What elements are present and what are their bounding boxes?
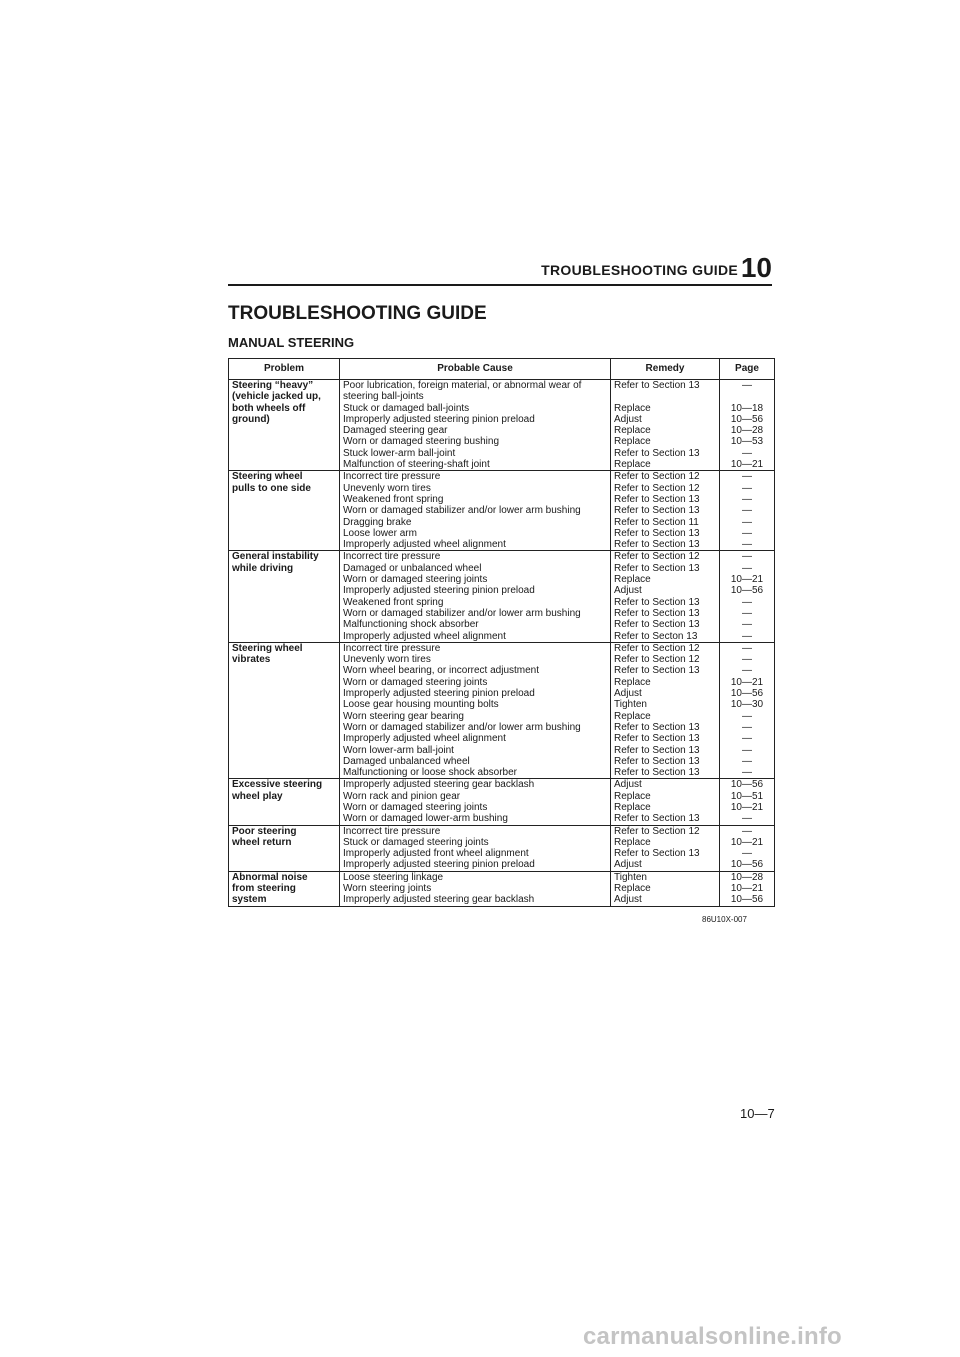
problem-line: Steering wheel <box>232 642 303 654</box>
cause-line: Improperly adjusted steering pinion preload <box>343 585 535 597</box>
remedy-line: Refer to Section 13 <box>614 619 700 631</box>
cause-line: Damaged or unbalanced wheel <box>343 562 482 574</box>
page-ref-line: — <box>742 493 752 505</box>
problem-cell <box>229 779 340 825</box>
remedy-line: Refer to Section 13 <box>614 767 700 779</box>
page-ref-line: — <box>742 813 752 825</box>
remedy-line: Refer to Section 13 <box>614 596 700 608</box>
problem-cell <box>229 871 340 906</box>
remedy-line: Replace <box>614 436 651 448</box>
cause-line: Loose gear housing mounting bolts <box>343 699 499 711</box>
remedy-line: Adjust <box>614 585 642 597</box>
remedy-line: Replace <box>614 883 651 895</box>
cause-line: Stuck or damaged steering joints <box>343 836 489 848</box>
page-ref-line: — <box>742 630 752 642</box>
cause-line: Improperly adjusted steering gear backlash <box>343 894 535 906</box>
page-cell <box>720 551 775 642</box>
problem-line: while driving <box>232 562 294 574</box>
page-number: 10—7 <box>740 1106 775 1121</box>
remedy-line: Refer to Section 12 <box>614 551 700 563</box>
remedy-line: Refer to Section 12 <box>614 642 700 654</box>
cause-line: Improperly adjusted steering pinion preload <box>343 413 535 425</box>
remedy-line: Refer to Section 13 <box>614 848 700 860</box>
remedy-cell <box>611 380 720 471</box>
page-ref-line: — <box>742 825 752 837</box>
remedy-line: Adjust <box>614 859 642 871</box>
cause-line: Worn or damaged steering joints <box>343 801 488 813</box>
cause-line: Stuck lower-arm ball-joint <box>343 447 456 459</box>
page-ref-line: — <box>742 482 752 494</box>
remedy-line: Tighten <box>614 699 647 711</box>
remedy-line: Refer to Section 13 <box>614 493 700 505</box>
problem-line: Steering “heavy” <box>232 380 314 391</box>
problem-line: pulls to one side <box>232 482 311 494</box>
cause-line: Worn or damaged stabilizer and/or lower arm bushing <box>343 721 581 733</box>
cause-line: Damaged unbalanced wheel <box>343 755 470 767</box>
page-ref-line: — <box>742 642 752 654</box>
remedy-line: Refer to Section 13 <box>614 539 700 551</box>
section-title: MANUAL STEERING <box>228 335 355 350</box>
remedy-line: Replace <box>614 790 651 802</box>
remedy-line: Adjust <box>614 688 642 700</box>
page-ref-line: 10—21 <box>730 459 764 471</box>
cause-line: Improperly adjusted wheel alignment <box>343 539 506 551</box>
page-title: TROUBLESHOOTING GUIDE <box>228 303 487 324</box>
troubleshooting-table <box>228 358 775 907</box>
page-ref-line: 10—21 <box>730 883 764 895</box>
table-row <box>229 825 775 871</box>
page-ref-line: 10—56 <box>730 413 764 425</box>
remedy-line: Refer to Section 13 <box>614 665 700 677</box>
page-ref-line: 10—51 <box>730 790 764 802</box>
page-ref-line: 10—56 <box>730 859 764 871</box>
cause-line: Worn steering joints <box>343 883 432 895</box>
remedy-line: Tighten <box>614 871 647 883</box>
table-row <box>229 779 775 825</box>
watermark: carmanualsonline.info <box>583 1323 842 1350</box>
remedy-line: Refer to Section 13 <box>614 733 700 745</box>
problem-line: vibrates <box>232 654 271 666</box>
remedy-line: Refer to Section 12 <box>614 471 700 483</box>
page-ref-line <box>723 391 771 402</box>
cause-line: Loose lower arm <box>343 527 417 539</box>
table-row <box>229 871 775 906</box>
page-cell <box>720 471 775 551</box>
cause-line: Worn or damaged lower-arm bushing <box>343 813 508 825</box>
remedy-cell <box>611 551 720 642</box>
page-ref-line: — <box>742 848 752 860</box>
problem-line: wheel play <box>232 790 283 802</box>
problem-line: Excessive steering <box>232 779 323 791</box>
column-header-page: Page <box>720 359 775 380</box>
page-cell <box>720 380 775 471</box>
page-ref-line: — <box>742 527 752 539</box>
figure-code: 86U10X-007 <box>702 915 747 924</box>
page-ref-line: — <box>742 539 752 551</box>
page-ref-line: — <box>742 607 752 619</box>
page-ref-line: — <box>742 710 752 722</box>
cause-line: Poor lubrication, foreign material, or abnormal wear of <box>343 380 582 391</box>
page-ref-line: 10—56 <box>730 585 764 597</box>
problem-line: (vehicle jacked up, <box>232 391 321 403</box>
remedy-line: Refer to Section 13 <box>614 607 700 619</box>
header-section-number: 10 <box>740 252 772 283</box>
remedy-line: Replace <box>614 676 651 688</box>
problem-line: General instability <box>232 551 319 563</box>
remedy-line: Refer to Secton 13 <box>614 630 698 642</box>
cause-line: Unevenly worn tires <box>343 654 431 666</box>
page-ref-line: 10—28 <box>730 871 764 883</box>
remedy-cell <box>611 871 720 906</box>
cause-line: Malfunctioning or loose shock absorber <box>343 767 517 779</box>
page-ref-line: 10—21 <box>730 676 764 688</box>
remedy-line: Refer to Section 13 <box>614 755 700 767</box>
problem-line: wheel return <box>232 836 292 848</box>
problem-cell <box>229 471 340 551</box>
column-header-problem: Problem <box>229 359 340 380</box>
page-ref-line: 10—30 <box>730 699 764 711</box>
cause-line: Improperly adjusted wheel alignment <box>343 630 506 642</box>
cause-line: Unevenly worn tires <box>343 482 431 494</box>
page-ref-line: 10—21 <box>730 574 764 586</box>
remedy-line: Refer to Section 13 <box>614 562 700 574</box>
remedy-line: Refer to Section 11 <box>614 516 699 528</box>
page-ref-line: — <box>742 721 752 733</box>
page-ref-line: — <box>742 516 752 528</box>
remedy-line: Replace <box>614 425 651 437</box>
cause-cell <box>340 471 611 551</box>
page-ref-line: 10—18 <box>730 402 764 414</box>
cause-line: Incorrect tire pressure <box>343 825 441 837</box>
problem-line: ground) <box>232 413 270 425</box>
remedy-line: Adjust <box>614 779 642 791</box>
cause-line: Improperly adjusted steering pinion preload <box>343 859 535 871</box>
cause-line: Worn or damaged steering bushing <box>343 436 500 448</box>
page-ref-line: 10—21 <box>730 801 764 813</box>
cause-line: Worn steering gear bearing <box>343 710 464 722</box>
page-cell <box>720 779 775 825</box>
page-ref-line: — <box>742 596 752 608</box>
cause-line: Malfunctioning shock absorber <box>343 619 479 631</box>
cause-line: Worn or damaged stabilizer and/or lower arm bushing <box>343 607 581 619</box>
remedy-cell <box>611 779 720 825</box>
cause-line: Improperly adjusted steering pinion preload <box>343 688 535 700</box>
page-ref-line: — <box>742 505 752 517</box>
cause-line: Worn or damaged steering joints <box>343 574 488 586</box>
page-ref-line: — <box>742 654 752 666</box>
cause-line: Loose steering linkage <box>343 871 444 883</box>
page-ref-line: — <box>742 562 752 574</box>
cause-line: Malfunction of steering-shaft joint <box>343 459 490 471</box>
page-ref-line: — <box>742 447 752 459</box>
cause-line: Improperly adjusted steering gear backlash <box>343 779 535 791</box>
cause-line: Stuck or damaged ball-joints <box>343 402 470 414</box>
page-ref-line: — <box>742 380 752 391</box>
problem-line: Abnormal noise <box>232 871 308 883</box>
header-title: TROUBLESHOOTING GUIDE <box>541 262 738 278</box>
remedy-line: Replace <box>614 574 651 586</box>
remedy-line: Replace <box>614 836 651 848</box>
remedy-line <box>614 391 716 402</box>
remedy-line: Refer to Section 13 <box>614 721 700 733</box>
cause-line: Weakened front spring <box>343 493 444 505</box>
page-cell <box>720 642 775 779</box>
page-ref-line: — <box>742 755 752 767</box>
cause-cell <box>340 642 611 779</box>
problem-line: both wheels off <box>232 402 306 414</box>
remedy-line: Replace <box>614 710 651 722</box>
page-ref-line: 10—28 <box>730 425 764 437</box>
page-ref-line: 10—53 <box>730 436 764 448</box>
cause-line: steering ball-joints <box>343 391 424 403</box>
cause-cell <box>340 551 611 642</box>
remedy-line: Refer to Section 13 <box>614 527 700 539</box>
remedy-line: Replace <box>614 459 651 471</box>
cause-line: Worn wheel bearing, or incorrect adjustment <box>343 665 540 677</box>
cause-line: Worn or damaged stabilizer and/or lower arm bushing <box>343 505 581 517</box>
remedy-line: Adjust <box>614 894 642 906</box>
cause-line: Incorrect tire pressure <box>343 642 441 654</box>
remedy-line: Refer to Section 12 <box>614 654 700 666</box>
page-ref-line: — <box>742 665 752 677</box>
cause-line: Incorrect tire pressure <box>343 471 441 483</box>
remedy-line: Refer to Section 13 <box>614 813 700 825</box>
page-cell <box>720 871 775 906</box>
remedy-line: Refer to Section 12 <box>614 482 700 494</box>
cause-cell <box>340 871 611 906</box>
page-ref-line: — <box>742 619 752 631</box>
problem-cell <box>229 380 340 471</box>
table-row <box>229 380 775 471</box>
page-ref-line: 10—21 <box>730 836 764 848</box>
remedy-line: Adjust <box>614 413 642 425</box>
problem-cell <box>229 642 340 779</box>
remedy-line: Refer to Section 13 <box>614 380 700 391</box>
cause-line: Damaged steering gear <box>343 425 448 437</box>
cause-line: Worn lower-arm ball-joint <box>343 744 454 756</box>
cause-line: Dragging brake <box>343 516 412 528</box>
problem-line: system <box>232 894 267 906</box>
cause-cell <box>340 779 611 825</box>
cause-line: Improperly adjusted front wheel alignment <box>343 848 529 860</box>
remedy-line: Replace <box>614 801 651 813</box>
remedy-line: Refer to Section 12 <box>614 825 700 837</box>
header-rule <box>228 284 772 286</box>
remedy-cell <box>611 642 720 779</box>
remedy-line: Replace <box>614 402 651 414</box>
problem-line: from steering <box>232 883 296 895</box>
page-ref-line: 10—56 <box>730 894 764 906</box>
remedy-cell <box>611 471 720 551</box>
page-header <box>228 254 772 286</box>
cause-line: Improperly adjusted wheel alignment <box>343 733 506 745</box>
column-header-remedy: Remedy <box>611 359 720 380</box>
table-row <box>229 642 775 779</box>
cause-line: Incorrect tire pressure <box>343 551 441 563</box>
column-header-probable-cause: Probable Cause <box>340 359 611 380</box>
page-ref-line: — <box>742 744 752 756</box>
remedy-line: Refer to Section 13 <box>614 505 700 517</box>
table-body <box>229 380 775 907</box>
page-ref-line: — <box>742 551 752 563</box>
table-row <box>229 471 775 551</box>
cause-cell <box>340 380 611 471</box>
problem-line: Poor steering <box>232 825 297 837</box>
problem-line: Steering wheel <box>232 471 303 483</box>
remedy-line: Refer to Section 13 <box>614 744 700 756</box>
page-ref-line: — <box>742 471 752 483</box>
page-ref-line: 10—56 <box>730 688 764 700</box>
remedy-cell <box>611 825 720 871</box>
problem-cell <box>229 825 340 871</box>
remedy-line: Refer to Section 13 <box>614 447 700 459</box>
page-ref-line: — <box>742 733 752 745</box>
cause-line: Weakened front spring <box>343 596 444 608</box>
page-ref-line: — <box>742 767 752 779</box>
table-header-row <box>229 359 775 380</box>
table-row <box>229 551 775 642</box>
problem-cell <box>229 551 340 642</box>
page-cell <box>720 825 775 871</box>
page-ref-line: 10—56 <box>730 779 764 791</box>
cause-line: Worn rack and pinion gear <box>343 790 461 802</box>
cause-cell <box>340 825 611 871</box>
cause-line: Worn or damaged steering joints <box>343 676 488 688</box>
